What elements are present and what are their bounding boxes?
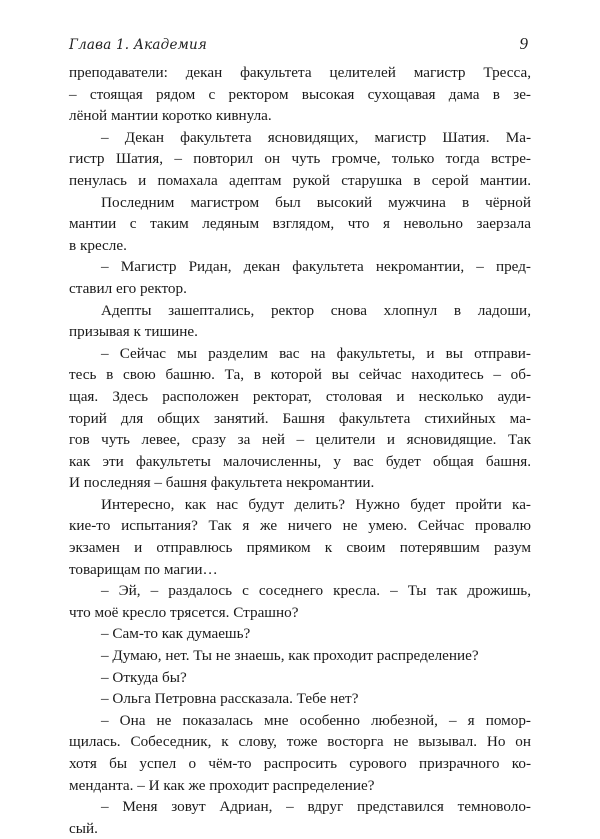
text-line: призывая к тишине.	[69, 323, 198, 341]
page-number: 9	[519, 34, 528, 53]
text-line: менданта. – И как же проходит распределение?	[69, 776, 375, 794]
body-text	[69, 62, 531, 839]
running-head: Глава 1. Академия	[69, 37, 208, 53]
text-line: – Сам-то как думаешь?	[101, 625, 251, 643]
text-line: – Декан факультета ясновидящих, магистр Шатия. Ма-	[101, 128, 531, 146]
text-line: как эти факультеты малочисленны, у вас будет общая башня.	[69, 452, 531, 470]
text-line: Последним магистром был высокий мужчина в чёрной	[101, 193, 531, 211]
text-line: – Ольга Петровна рассказала. Тебе нет?	[101, 690, 359, 708]
text-line: экзамен и отправлюсь прямиком к своим потерявшим разум	[69, 539, 531, 557]
text-line: в кресле.	[69, 236, 127, 254]
text-line: щилась. Собеседник, к слову, тоже восторга не вызывал. Но он	[69, 733, 531, 751]
text-line: пенулась и помахала адептам рукой старушка в серой мантии.	[69, 171, 531, 189]
text-line: – Меня зовут Адриан, – вдруг представился темноволо-	[101, 798, 531, 816]
text-line: – Откуда бы?	[101, 668, 187, 686]
text-line: торий для общих занятий. Башня факультета стихийных ма-	[69, 409, 531, 427]
text-line: товарищам по магии…	[69, 560, 218, 578]
text-line: – Магистр Ридан, декан факультета некромантии, – пред-	[101, 258, 531, 276]
text-line: щая. Здесь расположен ректорат, столовая и несколько ауди-	[69, 387, 531, 405]
text-line: лёной мантии коротко кивнула.	[69, 107, 272, 125]
text-line: – стоящая рядом с ректором высокая сухощавая дама в зе-	[69, 85, 531, 103]
text-line: – Она не показалась мне особенно любезной, – я помор-	[101, 711, 531, 729]
text-line: преподаватели: декан факультета целителей магистр Тресса,	[69, 64, 531, 81]
text-line: Интересно, как нас будут делить? Нужно будет пройти ка-	[101, 495, 531, 513]
text-line: что моё кресло трясется. Страшно?	[69, 603, 299, 621]
text-line: гистр Шатия, – повторил он чуть громче, только тогда встре-	[69, 150, 531, 168]
text-line: – Сейчас мы разделим вас на факультеты, и вы отправи-	[101, 344, 531, 362]
text-line: ставил его ректор.	[69, 279, 187, 297]
text-line: Адепты зашептались, ректор снова хлопнул в ладоши,	[101, 301, 531, 319]
text-line: хотя бы успел о чём-то распросить сурового призрачного ко-	[69, 755, 531, 772]
text-line: – Эй, – раздалось с соседнего кресла. – Ты так дрожишь,	[101, 582, 531, 600]
text-line: – Думаю, нет. Ты не знаешь, как проходит распределение?	[101, 647, 479, 665]
text-line: кие-то испытания? Так я же ничего не умею. Сейчас провалю	[69, 517, 531, 535]
text-line: мантии с таким ледяным взглядом, что я невольно заерзала	[69, 215, 531, 233]
text-line: гов чуть левее, сразу за ней – целители и ясновидящие. Так	[69, 431, 531, 449]
text-line: сый.	[69, 819, 98, 837]
text-line: тесь в свою башню. Та, в которой вы сейчас находитесь – об-	[69, 366, 531, 384]
text-line: И последняя – башня факультета некромантии.	[69, 474, 375, 492]
